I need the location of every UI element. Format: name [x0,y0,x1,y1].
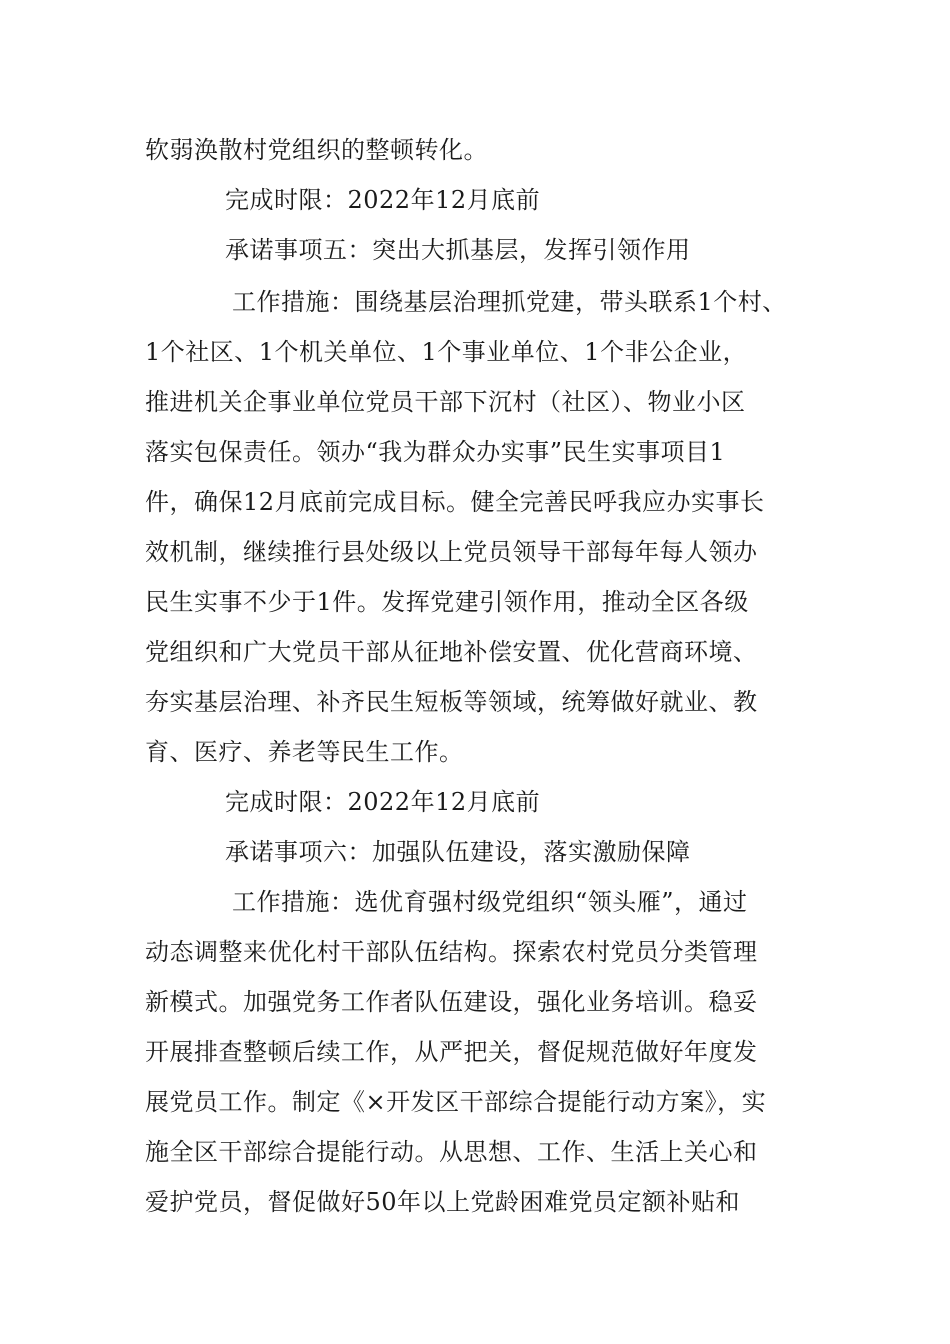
commitment-heading-6: 承诺事项六：加强队伍建设，落实激励保障 [225,838,691,866]
text-line-21: 施全区干部综合提能行动。从思想、工作、生活上关心和 [145,1138,758,1166]
deadline-line-1: 完成时限：2022年12月底前 [225,186,541,214]
text-line-8: 件，确保12月底前完成目标。健全完善民呼我应办实事长 [145,488,765,516]
text-line-12: 夯实基层治理、补齐民生短板等领域，统筹做好就业、教 [145,688,758,716]
text-line-18: 新模式。加强党务工作者队伍建设，强化业务培训。稳妥 [145,988,758,1016]
measures-line-1: 工作措施：围绕基层治理抓党建，带头联系1个村、 [232,288,787,316]
text-line-1: 软弱涣散村党组织的整顿转化。 [145,136,488,164]
commitment-heading-5: 承诺事项五：突出大抓基层，发挥引领作用 [225,236,691,264]
text-line-20: 展党员工作。制定《×开发区干部综合提能行动方案》，实 [145,1088,767,1116]
text-line-17: 动态调整来优化村干部队伍结构。探索农村党员分类管理 [145,938,758,966]
text-line-10: 民生实事不少于1件。发挥党建引领作用，推动全区各级 [145,588,749,616]
text-line-19: 开展排查整顿后续工作，从严把关，督促规范做好年度发 [145,1038,758,1066]
measures-line-2: 工作措施：选优育强村级党组织“领头雁”，通过 [232,888,748,916]
text-line-6: 推进机关企事业单位党员干部下沉村（社区）、物业小区 [145,388,746,416]
text-line-11: 党组织和广大党员干部从征地补偿安置、优化营商环境、 [145,638,758,666]
text-line-9: 效机制，继续推行县处级以上党员领导干部每年每人领办 [145,538,758,566]
text-line-5: 1个社区、1个机关单位、1个事业单位、1个非公企业， [145,338,748,366]
text-line-7: 落实包保责任。领办“我为群众办实事”民生实事项目1 [145,438,726,466]
text-line-22: 爱护党员，督促做好50年以上党龄困难党员定额补贴和 [145,1188,741,1216]
deadline-line-2: 完成时限：2022年12月底前 [225,788,541,816]
text-line-13: 育、医疗、养老等民生工作。 [145,738,464,766]
